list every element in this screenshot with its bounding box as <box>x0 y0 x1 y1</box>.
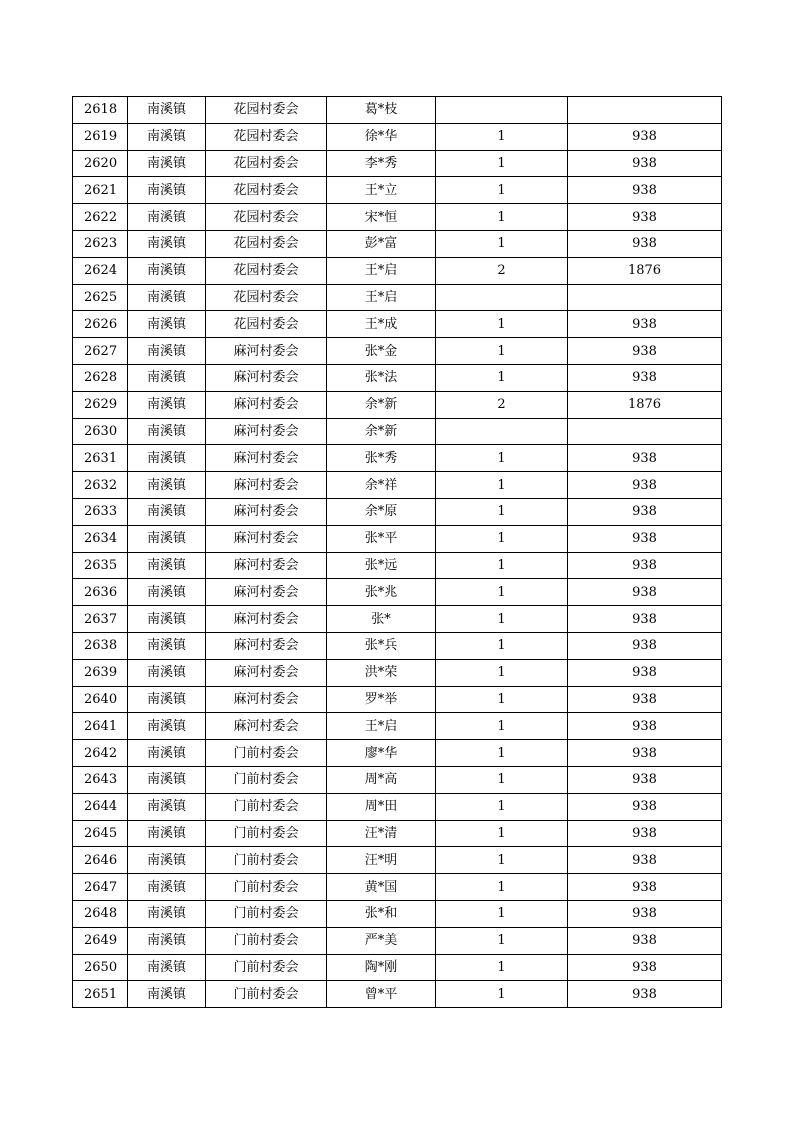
name-cell: 彭*富 <box>327 230 436 257</box>
village-cell: 麻河村委会 <box>206 579 327 606</box>
name-cell: 张*远 <box>327 552 436 579</box>
town-cell: 南溪镇 <box>128 927 206 954</box>
town-cell: 南溪镇 <box>128 311 206 338</box>
count-cell: 1 <box>436 311 568 338</box>
name-cell: 严*美 <box>327 927 436 954</box>
name-cell: 李*秀 <box>327 150 436 177</box>
amount-cell: 938 <box>568 927 722 954</box>
name-cell: 张*法 <box>327 364 436 391</box>
table-row <box>73 284 722 311</box>
town-cell: 南溪镇 <box>128 713 206 740</box>
village-cell: 门前村委会 <box>206 740 327 767</box>
count-cell: 1 <box>436 204 568 231</box>
amount-cell: 938 <box>568 498 722 525</box>
name-cell: 罗*举 <box>327 686 436 713</box>
row-id-cell: 2638 <box>73 632 128 659</box>
name-cell: 余*祥 <box>327 472 436 499</box>
amount-cell: 938 <box>568 150 722 177</box>
count-cell: 1 <box>436 740 568 767</box>
row-id-cell: 2637 <box>73 606 128 633</box>
village-cell: 麻河村委会 <box>206 338 327 365</box>
table-row <box>73 204 722 231</box>
row-id-cell: 2630 <box>73 418 128 445</box>
table-row <box>73 874 722 901</box>
name-cell: 宋*恒 <box>327 204 436 231</box>
count-cell: 1 <box>436 793 568 820</box>
town-cell: 南溪镇 <box>128 686 206 713</box>
table-row <box>73 230 722 257</box>
town-cell: 南溪镇 <box>128 954 206 981</box>
name-cell: 周*田 <box>327 793 436 820</box>
name-cell: 王*立 <box>327 177 436 204</box>
village-cell: 花园村委会 <box>206 311 327 338</box>
village-cell: 麻河村委会 <box>206 498 327 525</box>
row-id-cell: 2621 <box>73 177 128 204</box>
table-row <box>73 740 722 767</box>
village-cell: 门前村委会 <box>206 847 327 874</box>
amount-cell: 938 <box>568 230 722 257</box>
count-cell: 1 <box>436 632 568 659</box>
amount-cell: 938 <box>568 204 722 231</box>
amount-cell: 938 <box>568 820 722 847</box>
count-cell: 1 <box>436 472 568 499</box>
town-cell: 南溪镇 <box>128 606 206 633</box>
row-id-cell: 2651 <box>73 981 128 1008</box>
village-cell: 麻河村委会 <box>206 445 327 472</box>
amount-cell: 938 <box>568 177 722 204</box>
village-cell: 门前村委会 <box>206 820 327 847</box>
count-cell: 1 <box>436 766 568 793</box>
count-cell: 1 <box>436 579 568 606</box>
count-cell: 1 <box>436 606 568 633</box>
town-cell: 南溪镇 <box>128 740 206 767</box>
name-cell: 张*兆 <box>327 579 436 606</box>
village-cell: 麻河村委会 <box>206 686 327 713</box>
table-row <box>73 820 722 847</box>
table-row <box>73 713 722 740</box>
table-row <box>73 311 722 338</box>
row-id-cell: 2644 <box>73 793 128 820</box>
village-cell: 麻河村委会 <box>206 713 327 740</box>
row-id-cell: 2629 <box>73 391 128 418</box>
count-cell: 2 <box>436 257 568 284</box>
town-cell: 南溪镇 <box>128 766 206 793</box>
row-id-cell: 2650 <box>73 954 128 981</box>
count-cell: 1 <box>436 525 568 552</box>
town-cell: 南溪镇 <box>128 847 206 874</box>
amount-cell <box>568 418 722 445</box>
table-row <box>73 472 722 499</box>
table-row <box>73 364 722 391</box>
village-cell: 麻河村委会 <box>206 418 327 445</box>
table-row <box>73 498 722 525</box>
name-cell: 张*金 <box>327 338 436 365</box>
name-cell: 曾*平 <box>327 981 436 1008</box>
count-cell: 1 <box>436 364 568 391</box>
amount-cell: 938 <box>568 338 722 365</box>
count-cell: 1 <box>436 445 568 472</box>
count-cell: 2 <box>436 391 568 418</box>
name-cell: 张*兵 <box>327 632 436 659</box>
town-cell: 南溪镇 <box>128 204 206 231</box>
table-row <box>73 632 722 659</box>
amount-cell: 938 <box>568 123 722 150</box>
village-cell: 麻河村委会 <box>206 472 327 499</box>
village-cell: 门前村委会 <box>206 954 327 981</box>
row-id-cell: 2623 <box>73 230 128 257</box>
amount-cell: 938 <box>568 793 722 820</box>
table-row <box>73 150 722 177</box>
name-cell: 张*和 <box>327 900 436 927</box>
village-cell: 麻河村委会 <box>206 552 327 579</box>
village-cell: 麻河村委会 <box>206 632 327 659</box>
row-id-cell: 2645 <box>73 820 128 847</box>
row-id-cell: 2646 <box>73 847 128 874</box>
village-cell: 门前村委会 <box>206 793 327 820</box>
count-cell <box>436 418 568 445</box>
amount-cell: 938 <box>568 579 722 606</box>
name-cell: 张*平 <box>327 525 436 552</box>
village-cell: 麻河村委会 <box>206 606 327 633</box>
name-cell: 王*启 <box>327 257 436 284</box>
name-cell: 葛*枝 <box>327 97 436 124</box>
row-id-cell: 2635 <box>73 552 128 579</box>
count-cell: 1 <box>436 123 568 150</box>
count-cell: 1 <box>436 552 568 579</box>
count-cell: 1 <box>436 498 568 525</box>
amount-cell: 938 <box>568 552 722 579</box>
row-id-cell: 2642 <box>73 740 128 767</box>
table-row <box>73 766 722 793</box>
amount-cell <box>568 284 722 311</box>
name-cell: 余*新 <box>327 391 436 418</box>
count-cell: 1 <box>436 874 568 901</box>
count-cell: 1 <box>436 981 568 1008</box>
name-cell: 周*高 <box>327 766 436 793</box>
count-cell: 1 <box>436 900 568 927</box>
count-cell: 1 <box>436 659 568 686</box>
town-cell: 南溪镇 <box>128 338 206 365</box>
amount-cell <box>568 97 722 124</box>
village-cell: 门前村委会 <box>206 927 327 954</box>
town-cell: 南溪镇 <box>128 418 206 445</box>
amount-cell: 938 <box>568 659 722 686</box>
amount-cell: 938 <box>568 847 722 874</box>
amount-cell: 1876 <box>568 257 722 284</box>
count-cell: 1 <box>436 177 568 204</box>
village-cell: 麻河村委会 <box>206 364 327 391</box>
table-row <box>73 418 722 445</box>
town-cell: 南溪镇 <box>128 525 206 552</box>
town-cell: 南溪镇 <box>128 230 206 257</box>
name-cell: 廖*华 <box>327 740 436 767</box>
table-row <box>73 525 722 552</box>
row-id-cell: 2620 <box>73 150 128 177</box>
row-id-cell: 2636 <box>73 579 128 606</box>
name-cell: 王*启 <box>327 284 436 311</box>
town-cell: 南溪镇 <box>128 284 206 311</box>
village-cell: 花园村委会 <box>206 230 327 257</box>
town-cell: 南溪镇 <box>128 579 206 606</box>
amount-cell: 938 <box>568 713 722 740</box>
table-row <box>73 954 722 981</box>
village-cell: 花园村委会 <box>206 123 327 150</box>
table-row <box>73 900 722 927</box>
town-cell: 南溪镇 <box>128 498 206 525</box>
amount-cell: 938 <box>568 874 722 901</box>
row-id-cell: 2625 <box>73 284 128 311</box>
table-row <box>73 338 722 365</box>
roster-table <box>72 96 722 1008</box>
row-id-cell: 2619 <box>73 123 128 150</box>
name-cell: 余*原 <box>327 498 436 525</box>
row-id-cell: 2624 <box>73 257 128 284</box>
row-id-cell: 2634 <box>73 525 128 552</box>
village-cell: 花园村委会 <box>206 177 327 204</box>
amount-cell: 938 <box>568 954 722 981</box>
town-cell: 南溪镇 <box>128 177 206 204</box>
count-cell: 1 <box>436 338 568 365</box>
table-row <box>73 552 722 579</box>
village-cell: 门前村委会 <box>206 981 327 1008</box>
table-row <box>73 606 722 633</box>
amount-cell: 938 <box>568 606 722 633</box>
amount-cell: 938 <box>568 472 722 499</box>
amount-cell: 938 <box>568 311 722 338</box>
table-row <box>73 97 722 124</box>
table-row <box>73 257 722 284</box>
table-row <box>73 686 722 713</box>
amount-cell: 938 <box>568 632 722 659</box>
count-cell: 1 <box>436 230 568 257</box>
row-id-cell: 2633 <box>73 498 128 525</box>
town-cell: 南溪镇 <box>128 391 206 418</box>
row-id-cell: 2643 <box>73 766 128 793</box>
town-cell: 南溪镇 <box>128 97 206 124</box>
table-row <box>73 391 722 418</box>
row-id-cell: 2632 <box>73 472 128 499</box>
village-cell: 麻河村委会 <box>206 391 327 418</box>
village-cell: 门前村委会 <box>206 900 327 927</box>
village-cell: 花园村委会 <box>206 97 327 124</box>
name-cell: 汪*清 <box>327 820 436 847</box>
village-cell: 花园村委会 <box>206 150 327 177</box>
amount-cell: 938 <box>568 900 722 927</box>
town-cell: 南溪镇 <box>128 981 206 1008</box>
name-cell: 洪*荣 <box>327 659 436 686</box>
row-id-cell: 2627 <box>73 338 128 365</box>
name-cell: 张* <box>327 606 436 633</box>
amount-cell: 938 <box>568 364 722 391</box>
row-id-cell: 2649 <box>73 927 128 954</box>
count-cell <box>436 284 568 311</box>
row-id-cell: 2622 <box>73 204 128 231</box>
table-row <box>73 793 722 820</box>
town-cell: 南溪镇 <box>128 123 206 150</box>
town-cell: 南溪镇 <box>128 552 206 579</box>
row-id-cell: 2628 <box>73 364 128 391</box>
village-cell: 花园村委会 <box>206 284 327 311</box>
count-cell: 1 <box>436 686 568 713</box>
amount-cell: 938 <box>568 740 722 767</box>
row-id-cell: 2626 <box>73 311 128 338</box>
name-cell: 张*秀 <box>327 445 436 472</box>
name-cell: 黄*国 <box>327 874 436 901</box>
table-row <box>73 123 722 150</box>
row-id-cell: 2648 <box>73 900 128 927</box>
table-row <box>73 177 722 204</box>
count-cell: 1 <box>436 954 568 981</box>
village-cell: 门前村委会 <box>206 766 327 793</box>
town-cell: 南溪镇 <box>128 445 206 472</box>
town-cell: 南溪镇 <box>128 659 206 686</box>
row-id-cell: 2641 <box>73 713 128 740</box>
name-cell: 王*成 <box>327 311 436 338</box>
table-row <box>73 981 722 1008</box>
village-cell: 门前村委会 <box>206 874 327 901</box>
town-cell: 南溪镇 <box>128 874 206 901</box>
name-cell: 王*启 <box>327 713 436 740</box>
name-cell: 汪*明 <box>327 847 436 874</box>
count-cell: 1 <box>436 927 568 954</box>
town-cell: 南溪镇 <box>128 632 206 659</box>
village-cell: 花园村委会 <box>206 257 327 284</box>
row-id-cell: 2631 <box>73 445 128 472</box>
table-row <box>73 847 722 874</box>
town-cell: 南溪镇 <box>128 900 206 927</box>
amount-cell: 1876 <box>568 391 722 418</box>
village-cell: 麻河村委会 <box>206 659 327 686</box>
count-cell <box>436 97 568 124</box>
amount-cell: 938 <box>568 445 722 472</box>
town-cell: 南溪镇 <box>128 364 206 391</box>
table-row <box>73 927 722 954</box>
town-cell: 南溪镇 <box>128 150 206 177</box>
roster-body <box>73 97 722 1008</box>
village-cell: 麻河村委会 <box>206 525 327 552</box>
town-cell: 南溪镇 <box>128 820 206 847</box>
amount-cell: 938 <box>568 981 722 1008</box>
row-id-cell: 2618 <box>73 97 128 124</box>
amount-cell: 938 <box>568 686 722 713</box>
name-cell: 徐*华 <box>327 123 436 150</box>
town-cell: 南溪镇 <box>128 793 206 820</box>
town-cell: 南溪镇 <box>128 257 206 284</box>
count-cell: 1 <box>436 847 568 874</box>
table-row <box>73 579 722 606</box>
name-cell: 陶*刚 <box>327 954 436 981</box>
table-row <box>73 445 722 472</box>
count-cell: 1 <box>436 150 568 177</box>
count-cell: 1 <box>436 713 568 740</box>
row-id-cell: 2647 <box>73 874 128 901</box>
amount-cell: 938 <box>568 525 722 552</box>
table-row <box>73 659 722 686</box>
row-id-cell: 2639 <box>73 659 128 686</box>
name-cell: 余*新 <box>327 418 436 445</box>
count-cell: 1 <box>436 820 568 847</box>
town-cell: 南溪镇 <box>128 472 206 499</box>
village-cell: 花园村委会 <box>206 204 327 231</box>
amount-cell: 938 <box>568 766 722 793</box>
row-id-cell: 2640 <box>73 686 128 713</box>
